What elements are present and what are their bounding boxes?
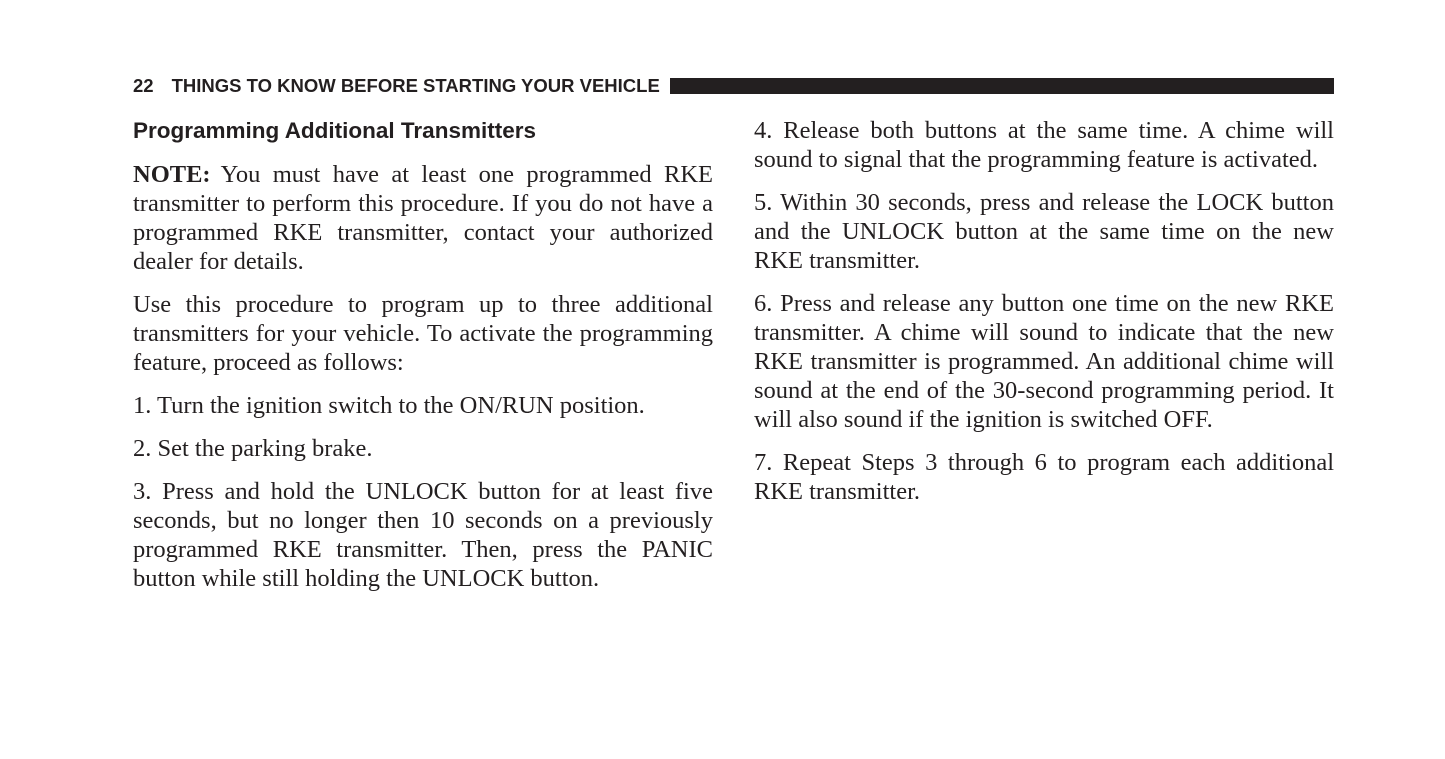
step-5: 5. Within 30 seconds, press and release the LOCK button and the UNLOCK button at the same time on the new RKE transmitter.	[754, 189, 1334, 274]
left-column	[133, 116, 713, 607]
page-header	[133, 75, 1334, 97]
step-4: 4. Release both buttons at the same time. A chime will sound to signal that the programming feature is activated.	[754, 117, 1334, 173]
section-title: Programming Additional Transmitters	[133, 118, 536, 143]
step-3: 3. Press and hold the UNLOCK button for at least five seconds, but no longer then 10 seconds on a previously programmed RKE transmitter. Then, press the PANIC button while still holding the UNLOCK button.	[133, 478, 713, 592]
right-column	[754, 116, 1334, 520]
note-paragraph	[133, 160, 713, 276]
step-6: 6. Press and release any button one time on the new RKE transmitter. A chime will sound to indicate that the new RKE transmitter is programmed. An additional chime will sound at the end of the 30-second programming period. It will also sound if the ignition is switched OFF.	[754, 290, 1334, 433]
chapter-title: THINGS TO KNOW BEFORE STARTING YOUR VEHICLE	[171, 75, 660, 96]
step-2: 2. Set the parking brake.	[133, 435, 373, 462]
page-number: 22	[133, 75, 154, 96]
note-text: You must have at least one programmed RKE transmitter to perform this procedure. If you do not have a programmed RKE transmitter, contact your authorized dealer for details.	[133, 161, 713, 275]
note-label: NOTE:	[133, 161, 211, 188]
header-rule	[670, 78, 1334, 94]
intro-paragraph: Use this procedure to program up to three additional transmitters for your vehicle. To activate the programming feature, proceed as follows:	[133, 291, 713, 376]
step-7: 7. Repeat Steps 3 through 6 to program each additional RKE transmitter.	[754, 449, 1334, 505]
step-1: 1. Turn the ignition switch to the ON/RUN position.	[133, 392, 645, 419]
